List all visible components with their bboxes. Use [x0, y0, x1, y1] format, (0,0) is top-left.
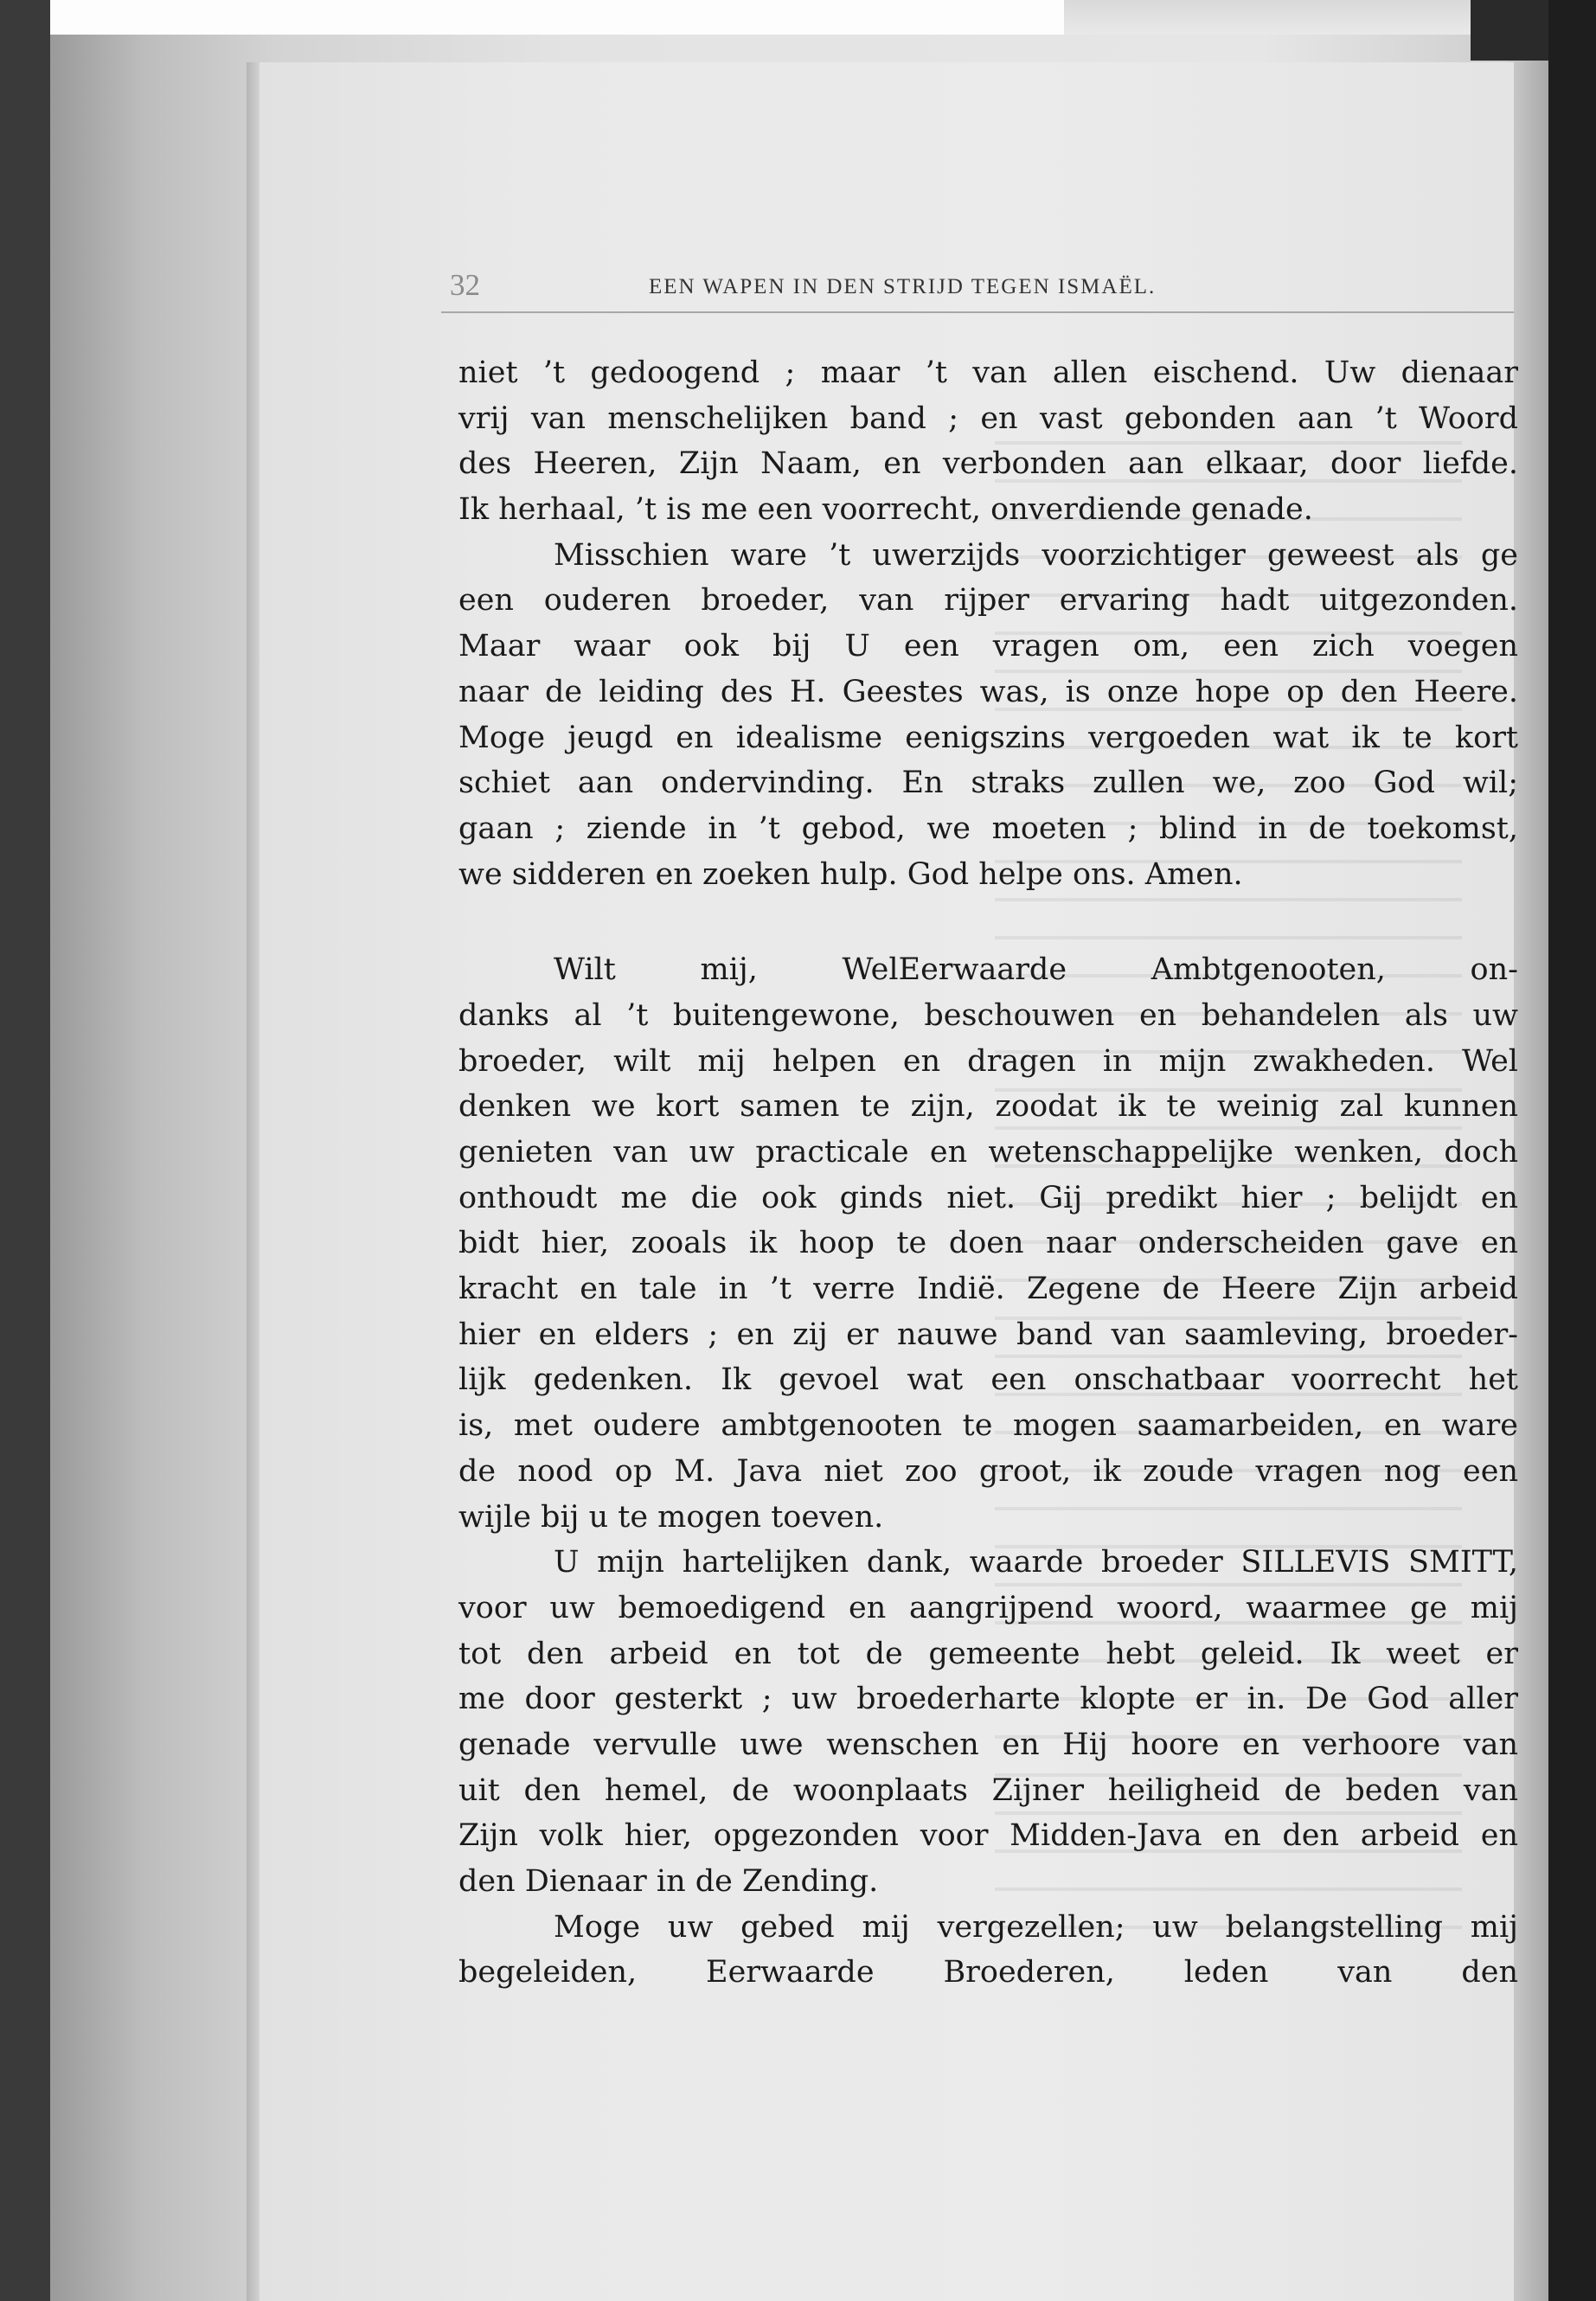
text-line: we sidderen en zoeken hulp. God helpe ons. Amen.: [458, 856, 1243, 892]
scan-top-margin: [50, 0, 1088, 35]
text-line: danks al ’t buitengewone, beschouwen en behandelen als uw: [458, 997, 1518, 1033]
text-line: genieten van uw practicale en wetenschappelijke wenken, doch: [458, 1135, 1518, 1170]
text-line: Zijn volk hier, opgezonden voor Midden-Java en den arbeid en: [458, 1818, 1518, 1854]
paragraph-gap: [458, 897, 1518, 947]
text-line: schiet aan ondervinding. En straks zullen we, zoo God wil;: [458, 766, 1518, 801]
text-line: Ik herhaal, ’t is me een voorrecht, onverdiende genade.: [458, 492, 1313, 528]
text-line: uit den hemel, de woonplaats Zijner heiligheid de beden van: [458, 1772, 1518, 1808]
text-line: Maar waar ook bij U een vragen om, een zich voegen: [458, 629, 1518, 664]
text-line: Wilt mij, WelEerwaarde Ambtgenooten, on-: [554, 952, 1518, 988]
scan-top-right-corner: [1471, 0, 1548, 61]
text-line: denken we kort samen te zijn, zoodat ik te weinig zal kunnen: [458, 1089, 1518, 1125]
text-line: niet ’t gedoogend ; maar ’t van allen eischend. Uw dienaar: [458, 356, 1518, 390]
text-line: broeder, wilt mij helpen en dragen in mijn zwakheden. Wel: [458, 1043, 1518, 1079]
text-line: kracht en tale in ’t verre Indië. Zegene de Heere Zijn arbeid: [458, 1272, 1518, 1307]
text-line: Moge uw gebed mij vergezellen; uw belangstelling mij: [554, 1909, 1518, 1945]
body-text: [458, 350, 1518, 1996]
text-line: naar de leiding des H. Geestes was, is onze hope op den Heere.: [458, 674, 1518, 709]
text-line: gaan ; ziende in ’t gebod, we moeten ; blind in de toekomst,: [458, 811, 1518, 846]
text-line: de nood op M. Java niet zoo groot, ik zoude vragen nog een: [458, 1453, 1518, 1489]
page-number: 32: [450, 268, 480, 302]
text-line: hier en elders ; en zij er nauwe band van saamleving, broeder-: [458, 1317, 1518, 1352]
text-line: voor uw bemoedigend en aangrijpend woord, waarmee ge mij: [458, 1590, 1518, 1625]
text-line: tot den arbeid en tot de gemeente hebt geleid. Ik weet er: [458, 1636, 1518, 1671]
text-line: onthoudt me die ook ginds niet. Gij predikt hier ; belijdt en: [458, 1180, 1518, 1215]
text-line: Moge jeugd en idealisme eenigszins vergoeden wat ik te kort: [458, 720, 1518, 755]
header-rule: [441, 311, 1514, 313]
text-line: genade vervulle uwe wenschen en Hij hoore en verhoore van: [458, 1727, 1518, 1762]
text-line: U mijn hartelijken dank, waarde broeder SILLEVIS SMITT,: [554, 1545, 1518, 1580]
text-line: vrij van menschelijken band ; en vast gebonden aan ’t Woord: [458, 401, 1518, 436]
text-line: des Heeren, Zijn Naam, en verbonden aan elkaar, door liefde.: [458, 446, 1518, 482]
running-title: EEN WAPEN IN DEN STRIJD TEGEN ISMAËL.: [649, 275, 1157, 298]
text-line: is, met oudere ambtgenooten te mogen saamarbeiden, en ware: [458, 1408, 1518, 1444]
scan-left-border: [0, 0, 50, 2301]
text-line: wijle bij u te mogen toeven.: [458, 1499, 884, 1535]
text-line: Misschien ware ’t uwerzijds voorzichtiger geweest als ge: [554, 537, 1518, 573]
text-line: bidt hier, zooals ik hoop te doen naar onderscheiden gave en: [458, 1226, 1518, 1261]
text-line: een ouderen broeder, van rijper ervaring hadt uitgezonden.: [458, 583, 1518, 619]
text-line: begeleiden, Eerwaarde Broederen, leden van den: [458, 1955, 1518, 1990]
text-line: den Dienaar in de Zending.: [458, 1864, 879, 1899]
text-line: lijk gedenken. Ik gevoel wat een onschatbaar voorrecht het: [458, 1362, 1518, 1398]
running-head: [450, 268, 1514, 311]
text-line: me door gesterkt ; uw broederharte klopte er in. De God aller: [458, 1682, 1518, 1717]
scan-right-border: [1548, 0, 1596, 2301]
